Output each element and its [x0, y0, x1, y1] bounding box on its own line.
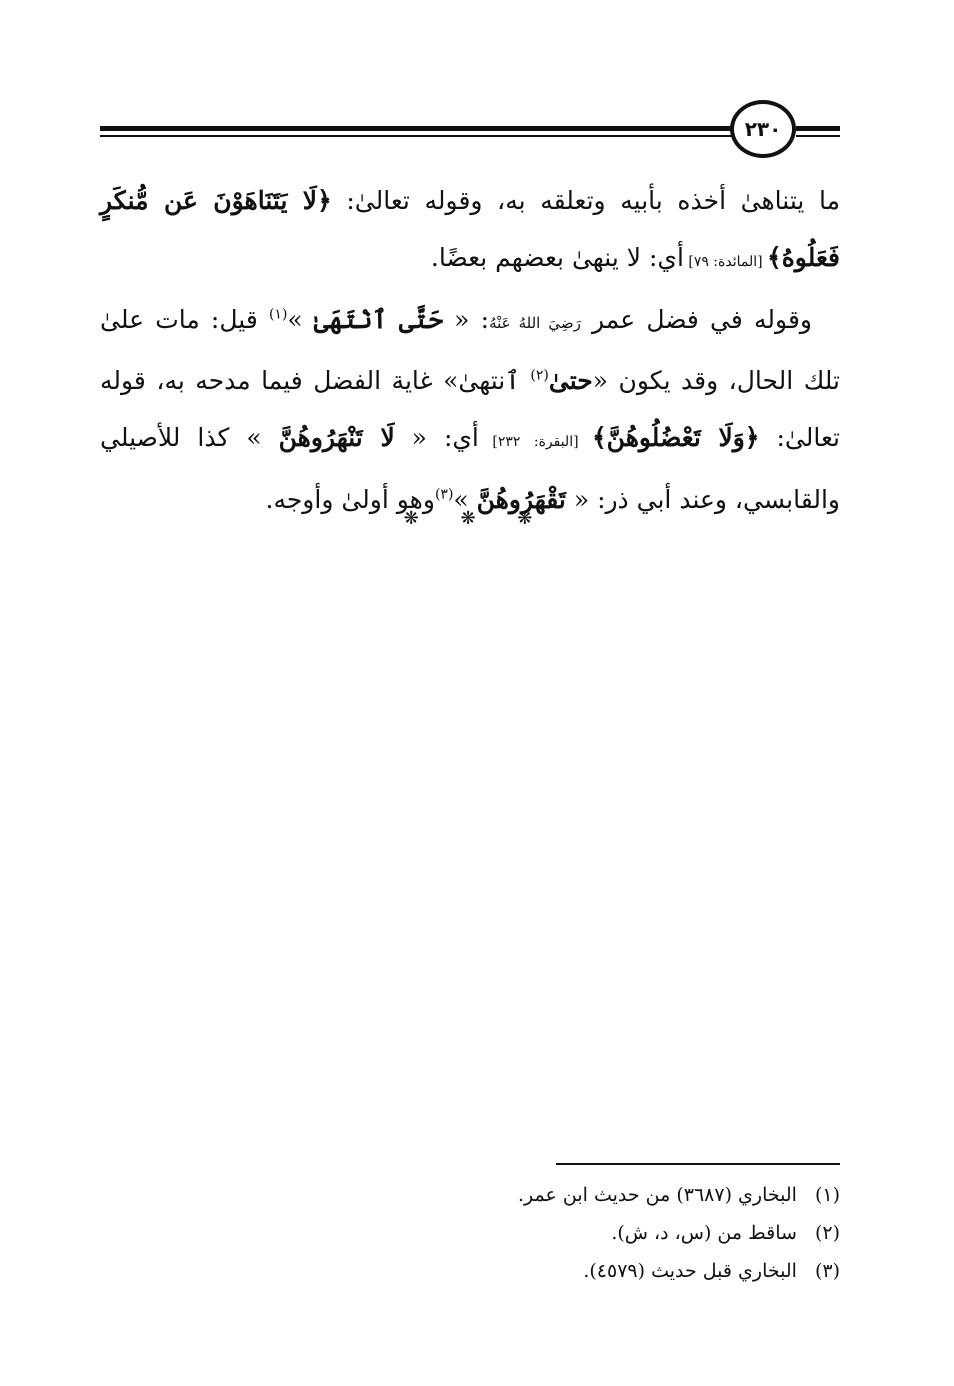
footnote-text: ساقط من (س، د، ش). [611, 1222, 797, 1244]
footnote-item [300, 1176, 840, 1214]
paragraph-1-text-1: ما يتناهىٰ أخذه بأبيه وتعلقه به، وقوله تعالىٰ: [331, 186, 840, 215]
footnote-marker-3[interactable]: (٣) [434, 486, 454, 503]
footnote-marker-2[interactable]: (٢) [530, 367, 549, 384]
verse-reference-maidah: [المائدة: ٧٩] [683, 254, 768, 270]
header-rule [100, 124, 840, 140]
footnote-item [300, 1252, 840, 1290]
paragraph-1 [100, 172, 840, 291]
quote-la-tanharuhunna: لَا تَنْهَرُوهُنَّ [278, 423, 395, 452]
paragraph-2-text-9: وهو أولىٰ وأوجه. [265, 485, 435, 514]
header-rule-thick-line [100, 126, 732, 131]
quran-verse-baqarah: ﴿وَلَا تَعْضُلُوهُنَّ﴾ [592, 423, 760, 452]
paragraph-2-text-3: » [287, 305, 314, 334]
footnote-rule [556, 1163, 840, 1165]
footnote-item [300, 1214, 840, 1252]
paragraph-2-text-8: » [453, 485, 477, 514]
quran-verse-maidah: ﴿لَا يَتَنَاهَوْنَ عَن مُّنكَرٍ فَعَلُوهُ﴾ [100, 186, 840, 272]
quote-taqharuhunna: تَقْهَرُوهُنَّ [476, 485, 566, 514]
page-number: ٢٣٠ [730, 100, 796, 158]
footnote-number: (١) [814, 1184, 840, 1206]
header-rule-thin-line [100, 135, 732, 137]
footnote-marker-1[interactable]: (١) [268, 306, 288, 323]
paragraph-2-text-2: : « [443, 305, 490, 334]
body-text [100, 172, 840, 528]
paragraph-1-text-2: أي: لا ينهىٰ بعضهم بعضًا. [430, 243, 684, 272]
paragraph-2-text-5: ٱنتهىٰ» غاية الفضل فيما مدحه به، قوله تعالىٰ: [100, 366, 840, 452]
section-separator: ❋ ❋ ❋ [403, 508, 551, 529]
footnote-text: البخاري (٣٦٨٧) من حديث ابن عمر. [518, 1184, 797, 1206]
paragraph-2-text-1: وقوله في فضل عمر [580, 305, 812, 334]
paragraph-2 [100, 291, 840, 528]
verse-reference-baqarah: [البقرة: ٢٣٢] [478, 434, 593, 450]
header-rule-right-thin-line [796, 135, 840, 137]
paragraph-2-text-7: » كذا للأصيلي والقابسي، وعند أبي ذر: « [100, 423, 840, 514]
footnote-number: (٣) [814, 1260, 840, 1282]
header-rule-right-thick-line [796, 126, 840, 131]
footnote-text: البخاري قبل حديث (٤٥٧٩). [583, 1260, 797, 1282]
quote-hatta-intaha: حَتَّى ٱنْتَهَىٰ [313, 305, 444, 334]
footnote-number: (٢) [814, 1222, 840, 1244]
paragraph-2-text-6: أي: « [394, 423, 479, 452]
honorific-glyph: رَضِيَ اللهُ عَنْهُ [489, 314, 581, 332]
quote-hatta: حتىٰ [548, 366, 593, 395]
paragraph-2-text-4: قيل: مات علىٰ تلك الحال، وقد يكون « [100, 305, 841, 395]
footnotes [300, 1176, 840, 1290]
